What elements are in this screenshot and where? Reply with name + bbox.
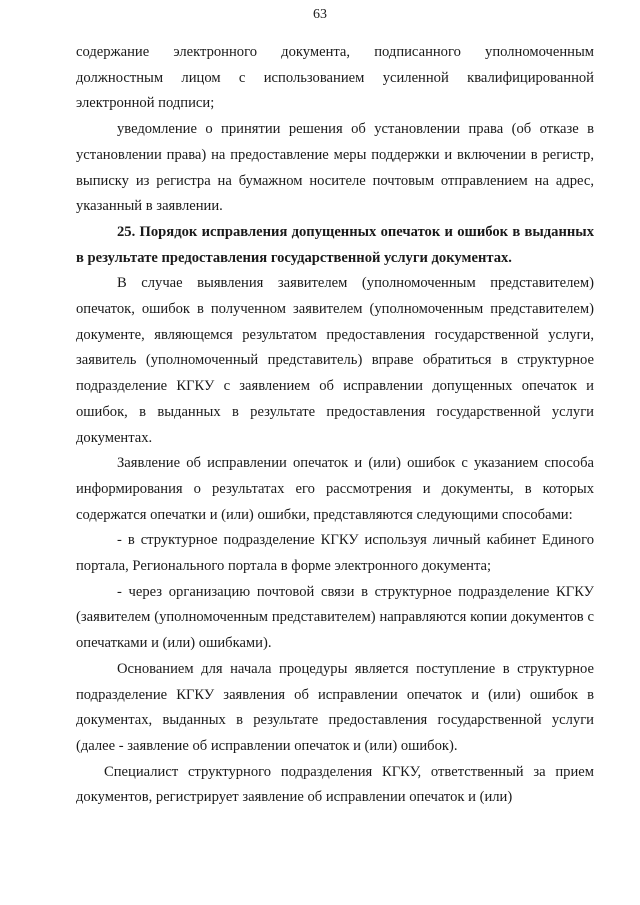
paragraph-specialist: Специалист структурного подразделения КГКУ, ответственный за прием документов, регистрирует заявление об исправлении опечаток и (или) xyxy=(76,763,594,806)
list-item-postal: - через организацию почтовой связи в структурное подразделение КГКУ (заявителем (уполномоченным представителем) направляются копии документов с опечатками и (или) ошибками). xyxy=(76,583,594,652)
page-number: 63 xyxy=(313,7,327,22)
paragraph-application-methods: Заявление об исправлении опечаток и (или) ошибок с указанием способа информирования о результатах его рассмотрения и документы, в которых содержатся опечатки и (или) ошибки, представляются следующими способами: xyxy=(76,455,594,523)
paragraph-signature-content: содержание электронного документа, подписанного уполномоченным должностным лицом с использованием усиленной квалифицированной электронной подписи; xyxy=(76,44,594,112)
list-item-electronic: - в структурное подразделение КГКУ используя личный кабинет Единого портала, Регионального портала в форме электронного документа; xyxy=(76,532,594,575)
paragraph-error-detection: В случае выявления заявителем (уполномоченным представителем) опечаток, ошибок в полученном заявителем (уполномоченным представителем) документе, являющемся результатом предоставления государственной услуги, заявитель (уполномоченный представитель) вправе обратиться в структурное подразделение КГКУ с заявлением об исправлении допущенных опечаток и ошибок, в выданных в результате предоставления государственной услуги документах. xyxy=(76,275,594,446)
paragraph-procedure-basis: Основанием для начала процедуры является поступление в структурное подразделение КГКУ заявления об исправлении опечаток и (или) ошибок в документах, выданных в результате предоставления государственной услуги (далее - заявление об исправлении опечаток и (или) ошибок). xyxy=(76,660,594,754)
paragraph-notification: уведомление о принятии решения об установлении права (об отказе в установлении права) на предоставление меры поддержки и включении в регистр, выписку из регистра на бумажном носителе почтовым отправлением на адрес, указанный в заявлении. xyxy=(76,121,594,215)
section-heading-25: 25. Порядок исправления допущенных опечаток и ошибок в выданных в результате предоставления государственной услуги документах. xyxy=(76,223,594,266)
document-body xyxy=(76,40,594,811)
